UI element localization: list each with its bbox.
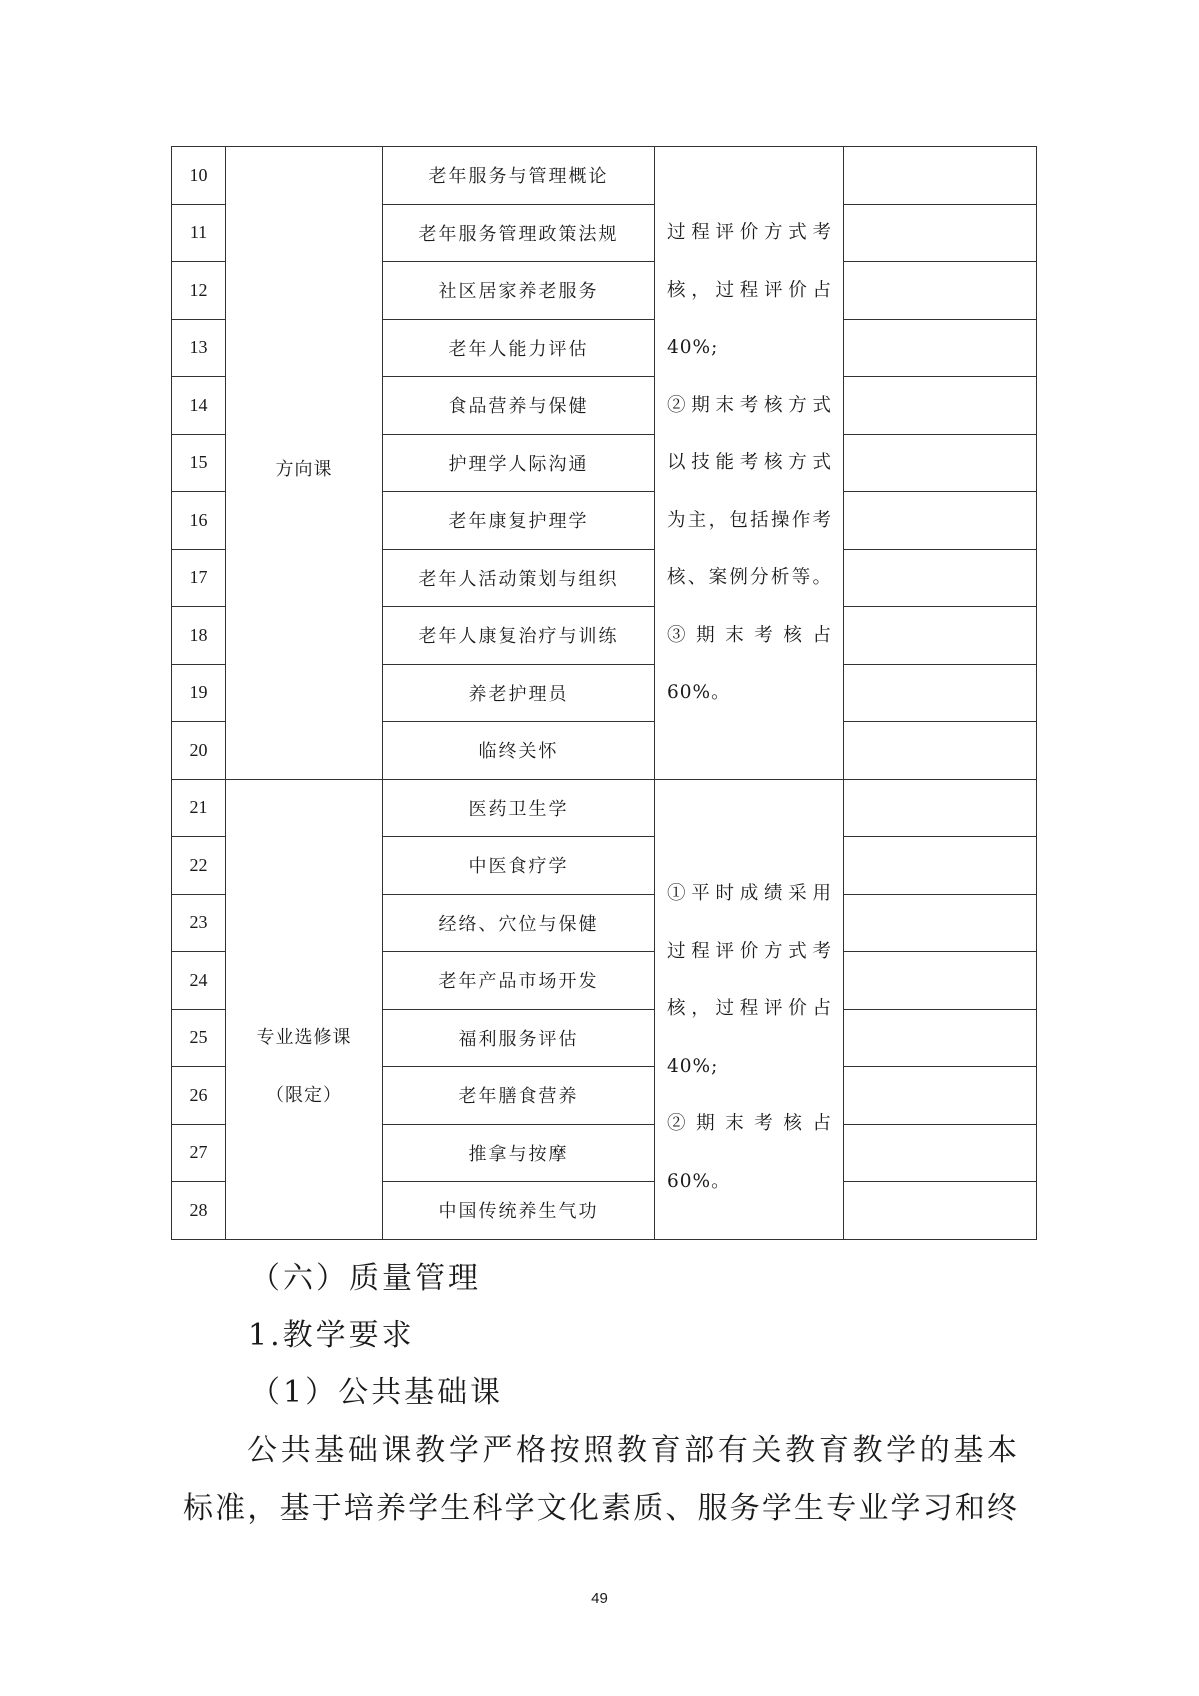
empty-cell [844,377,1037,435]
course-assessment-table [171,146,1037,1240]
row-number: 25 [172,1009,226,1067]
empty-cell [844,1182,1037,1240]
course-name: 推拿与按摩 [383,1124,655,1182]
table-row [172,147,1037,205]
row-number: 14 [172,377,226,435]
assessment-line: 60%。 [667,1170,731,1192]
assessment-line: 过程评价方式考 [667,222,831,243]
assessment-line: 为主，包括操作考 [667,509,831,531]
empty-cell [844,492,1037,550]
course-name: 临终关怀 [383,722,655,780]
empty-cell [844,434,1037,492]
category-label [226,1009,382,1125]
course-name: 养老护理员 [383,664,655,722]
assessment-cell [655,779,844,1239]
row-number: 27 [172,1124,226,1182]
assessment-line: ①平时成绩采用 [667,883,831,904]
course-name: 老年产品市场开发 [383,952,655,1010]
row-number: 26 [172,1067,226,1125]
row-number: 28 [172,1182,226,1240]
assessment-text [655,808,843,1210]
course-name: 经络、穴位与保健 [383,894,655,952]
assessment-line: ③期末考核占 [667,624,831,646]
assessment-line: 过程评价方式考 [667,940,831,962]
course-name: 老年人康复治疗与训练 [383,607,655,665]
empty-cell [844,147,1037,205]
course-name: 老年服务管理政策法规 [383,204,655,262]
course-name: 护理学人际沟通 [383,434,655,492]
row-number: 23 [172,894,226,952]
course-name: 食品营养与保健 [383,377,655,435]
row-number: 17 [172,549,226,607]
assessment-cell [655,147,844,780]
empty-cell [844,722,1037,780]
assessment-line: 核，过程评价占 [667,279,831,301]
course-name: 中国传统养生气功 [383,1182,655,1240]
row-number: 10 [172,147,226,205]
assessment-text [655,204,843,722]
category-cell [226,147,383,780]
page-number: 49 [591,1590,608,1607]
category-cell [226,779,383,1239]
empty-cell [844,319,1037,377]
empty-cell [844,1067,1037,1125]
row-number: 20 [172,722,226,780]
empty-cell [844,1009,1037,1067]
table-row [172,779,1037,837]
course-name: 老年人能力评估 [383,319,655,377]
row-number: 15 [172,434,226,492]
assessment-line: 核、案例分析等。 [667,567,831,588]
row-number: 22 [172,837,226,895]
assessment-line: 以技能考核方式 [667,452,831,473]
empty-cell [844,1124,1037,1182]
assessment-line: 核，过程评价占 [667,998,831,1019]
empty-cell [844,607,1037,665]
course-name: 老年康复护理学 [383,492,655,550]
course-name: 老年人活动策划与组织 [383,549,655,607]
category-label-line2: （限定） [266,1085,342,1106]
course-name: 福利服务评估 [383,1009,655,1067]
category-label: 方向课 [275,458,333,480]
paragraph-line: 公共基础课教学严格按照教育部有关教育教学的基本 [247,1433,1019,1468]
course-name: 老年服务与管理概论 [383,147,655,205]
empty-cell [844,549,1037,607]
assessment-line: ②期末考核方式 [667,394,831,416]
row-number: 18 [172,607,226,665]
sub-subheading: （1）公共基础课 [250,1375,504,1410]
empty-cell [844,894,1037,952]
empty-cell [844,952,1037,1010]
paragraph-line: 标准，基于培养学生科学文化素质、服务学生专业学习和终 [183,1491,1019,1526]
course-name: 医药卫生学 [383,779,655,837]
row-number: 21 [172,779,226,837]
row-number: 19 [172,664,226,722]
course-name: 老年膳食营养 [383,1067,655,1125]
assessment-line: ②期末考核占 [667,1113,831,1134]
row-number: 24 [172,952,226,1010]
assessment-line: 40%; [667,337,719,358]
subheading: 1.教学要求 [248,1318,415,1353]
empty-cell [844,837,1037,895]
course-name: 中医食疗学 [383,837,655,895]
empty-cell [844,262,1037,320]
row-number: 11 [172,204,226,262]
category-label-line1: 专业选修课 [256,1027,352,1048]
empty-cell [844,779,1037,837]
empty-cell [844,204,1037,262]
section-heading: （六）质量管理 [250,1261,481,1296]
empty-cell [844,664,1037,722]
assessment-line: 40%; [667,1055,719,1077]
row-number: 13 [172,319,226,377]
assessment-line: 60%。 [667,682,731,703]
row-number: 12 [172,262,226,320]
course-name: 社区居家养老服务 [383,262,655,320]
row-number: 16 [172,492,226,550]
